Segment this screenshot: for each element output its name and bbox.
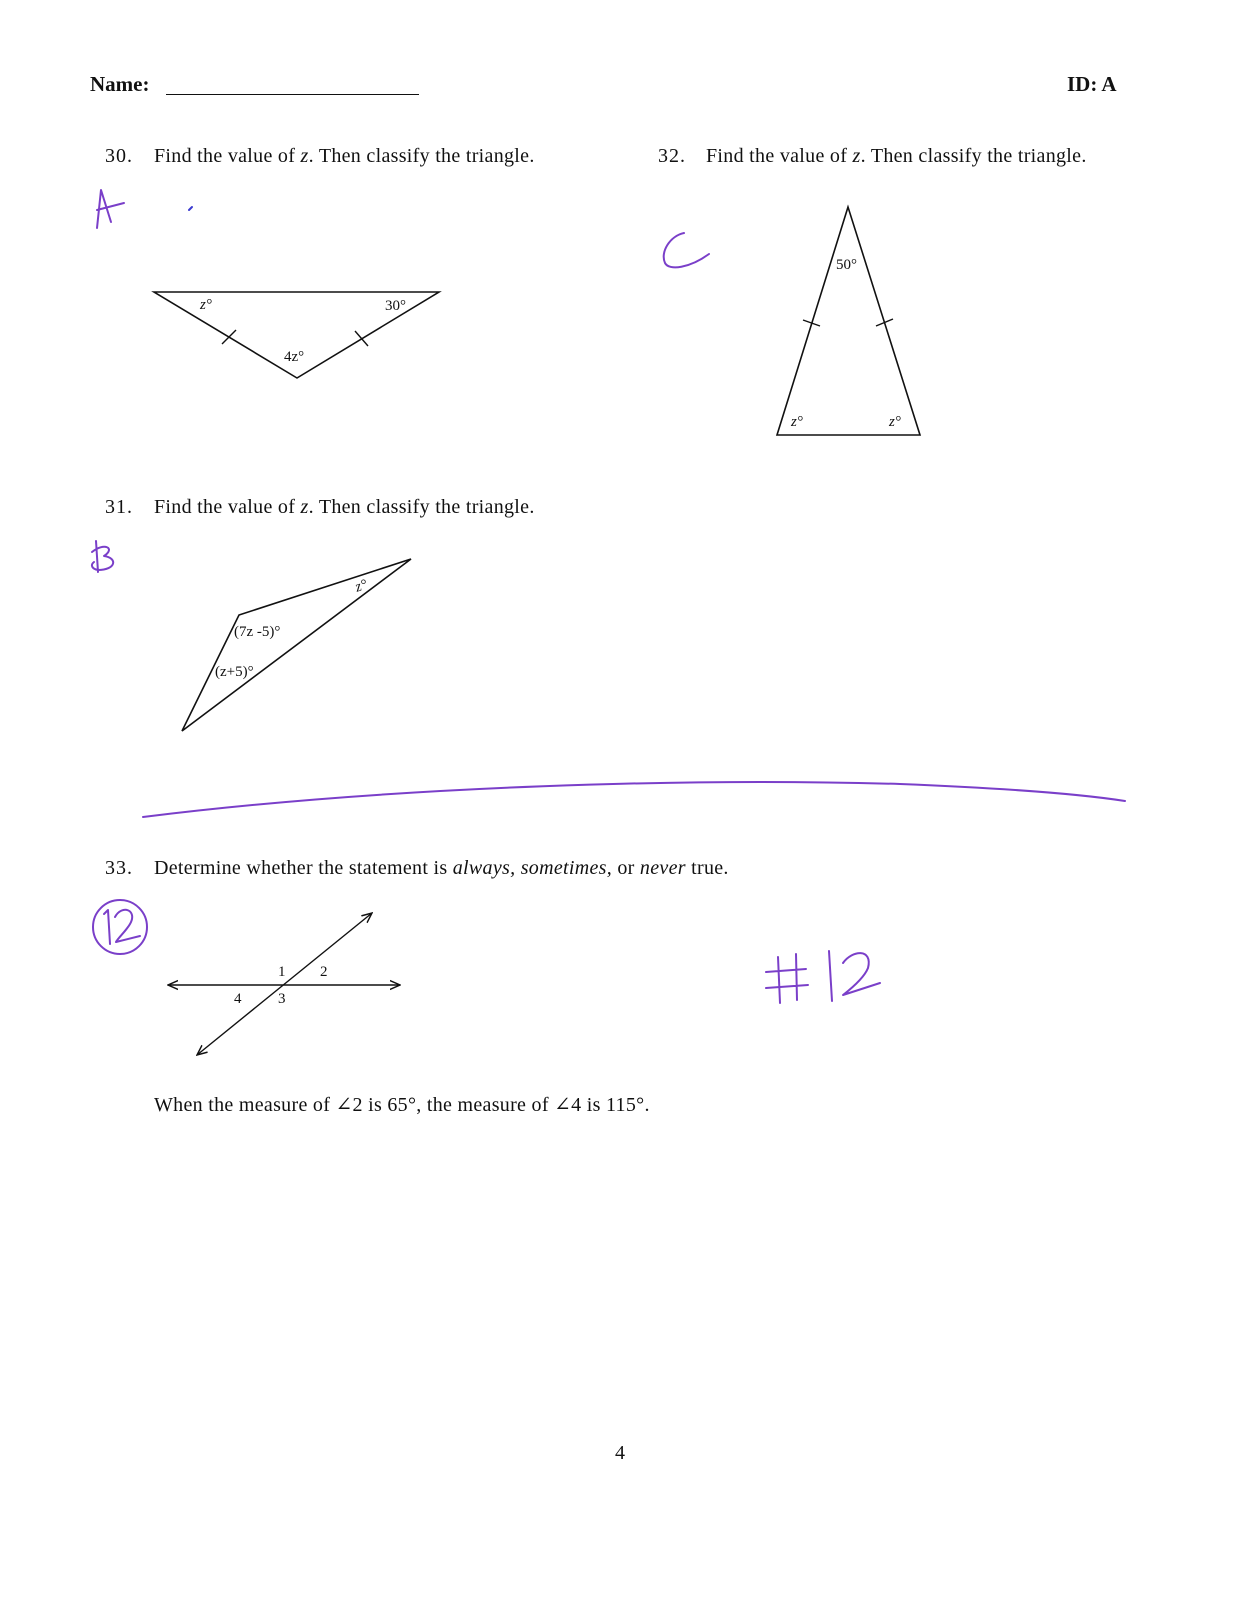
question-30-prefix: Find the value of <box>154 145 301 167</box>
q31-angle-mid: (7z -5)° <box>234 624 281 640</box>
q31-angle-top: z° <box>353 576 370 596</box>
q30-angle-left: z° <box>200 297 212 313</box>
question-30-suffix: . Then classify the triangle. <box>308 145 535 167</box>
question-33-opt-never: never <box>639 857 686 879</box>
q31-angle-low: (z+5)° <box>215 664 254 680</box>
q30-angle-bottom: 4z° <box>284 349 305 365</box>
handwritten-note-text <box>760 940 761 941</box>
q32-angle-apex: 50° <box>836 257 857 273</box>
question-32-prefix: Find the value of <box>706 145 853 167</box>
q33-angle-3: 3 <box>278 991 286 1007</box>
question-30-number: 30. <box>105 145 133 167</box>
question-33-number: 33. <box>105 857 133 879</box>
q32-angle-right: z° <box>889 414 901 430</box>
question-33-suffix: true. <box>685 857 729 879</box>
question-32-suffix: . Then classify the triangle. <box>860 145 1087 167</box>
question-31-suffix: . Then classify the triangle. <box>308 496 535 518</box>
question-31-var: z <box>300 496 309 518</box>
question-33-or: or <box>612 857 640 879</box>
q32-angle-left: z° <box>791 414 803 430</box>
q33-angle-2: 2 <box>320 964 328 980</box>
question-32-var: z <box>852 145 861 167</box>
page-number: 4 <box>615 1442 625 1464</box>
id-label: ID: A <box>1067 72 1117 96</box>
question-31-number: 31. <box>105 496 133 518</box>
q30-angle-right: 30° <box>385 298 406 314</box>
question-31-prefix: Find the value of <box>154 496 301 518</box>
q33-angle-1: 1 <box>278 964 286 980</box>
q33-angle-4: 4 <box>234 991 242 1007</box>
question-33-opt-sometimes: sometimes, <box>520 857 613 879</box>
question-32-number: 32. <box>658 145 686 167</box>
question-30-var: z <box>300 145 309 167</box>
name-label: Name: <box>90 72 150 96</box>
question-33-statement: When the measure of ∠2 is 65°, the measure of ∠4 is 115°. <box>154 1094 650 1116</box>
question-33-prefix: Determine whether the statement is <box>154 857 453 879</box>
question-33-opt-always: always, <box>452 857 516 879</box>
